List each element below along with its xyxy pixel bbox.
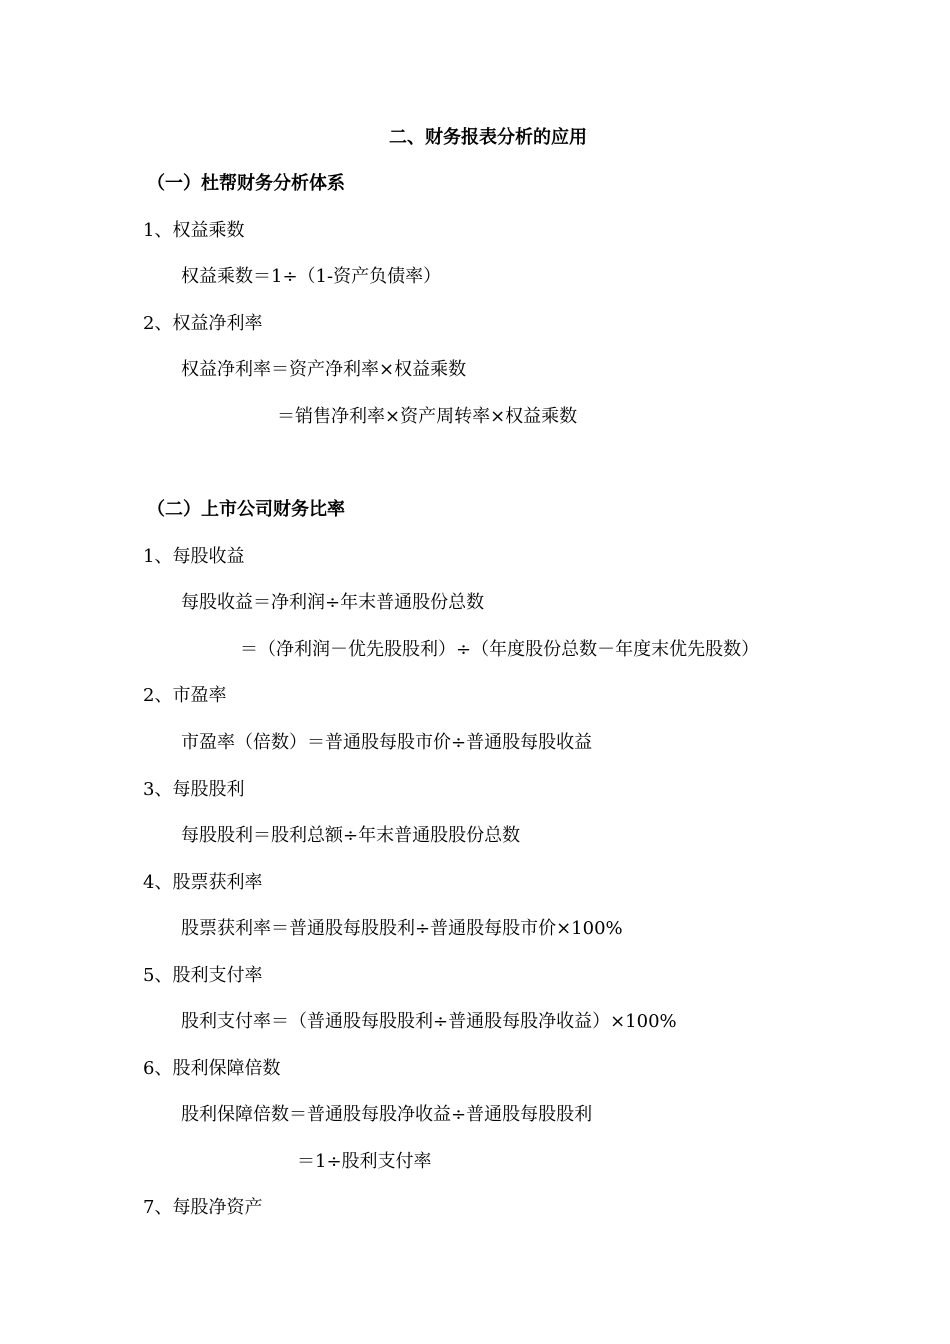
item-label-payout-ratio: 5、股利支付率 (143, 965, 263, 986)
formula-roe-1: 权益净利率＝资产净利率×权益乘数 (181, 359, 467, 380)
item-label-dividend-coverage: 6、股利保障倍数 (143, 1058, 281, 1079)
section-heading-listed-company: （二）上市公司财务比率 (147, 499, 345, 520)
formula-dividend-coverage-2: ＝1÷股利支付率 (297, 1151, 432, 1172)
section-heading-dupont: （一）杜帮财务分析体系 (147, 173, 345, 194)
item-label-pe-ratio: 2、市盈率 (143, 685, 227, 706)
item-label-nav-per-share: 7、每股净资产 (143, 1197, 263, 1218)
formula-dividend-coverage-1: 股利保障倍数＝普通股每股净收益÷普通股每股股利 (181, 1104, 593, 1125)
page-title: 二、财务报表分析的应用 (389, 127, 587, 148)
formula-equity-multiplier: 权益乘数＝1÷（1-资产负债率） (181, 266, 442, 287)
item-label-dps: 3、每股股利 (143, 779, 245, 800)
formula-dps: 每股股利＝股利总额÷年末普通股股份总数 (181, 825, 521, 846)
item-label-dividend-yield: 4、股票获利率 (143, 872, 263, 893)
formula-roe-2: ＝销售净利率×资产周转率×权益乘数 (277, 406, 578, 427)
formula-eps-1: 每股收益＝净利润÷年末普通股份总数 (181, 592, 485, 613)
formula-payout-ratio: 股利支付率＝（普通股每股股利÷普通股每股净收益）×100% (181, 1011, 677, 1032)
formula-pe-ratio: 市盈率（倍数）＝普通股每股市价÷普通股每股收益 (181, 732, 593, 753)
formula-dividend-yield: 股票获利率＝普通股每股股利÷普通股每股市价×100% (181, 918, 623, 939)
item-label-equity-multiplier: 1、权益乘数 (143, 220, 245, 241)
item-label-roe: 2、权益净利率 (143, 313, 263, 334)
item-label-eps: 1、每股收益 (143, 546, 245, 567)
formula-eps-2: ＝（净利润－优先股股利）÷（年度股份总数－年度末优先股数） (240, 639, 760, 660)
